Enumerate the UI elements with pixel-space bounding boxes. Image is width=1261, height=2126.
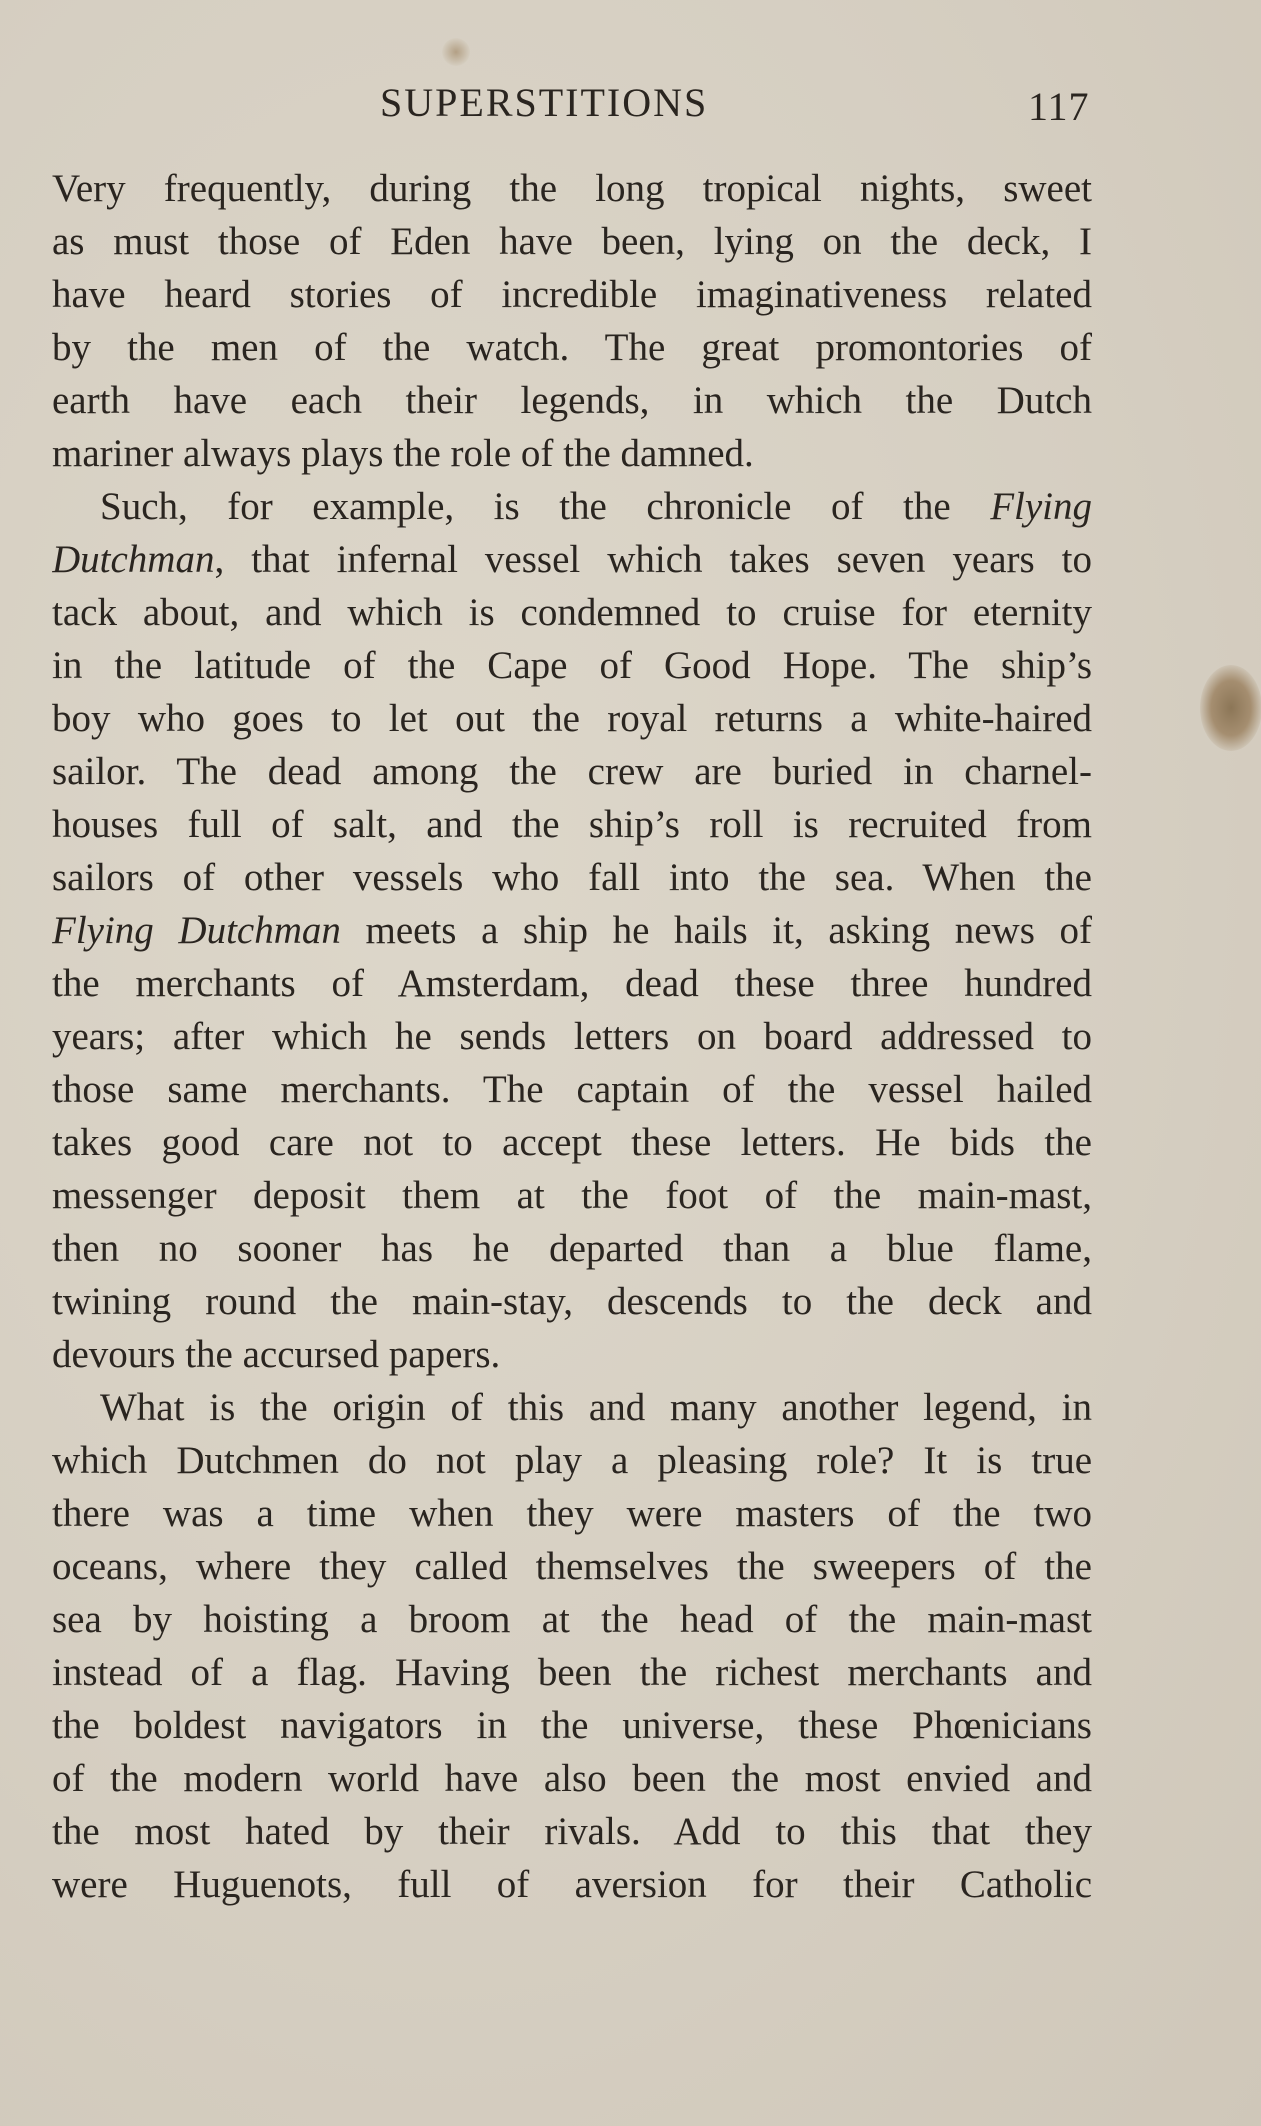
ship-name: Flying Dutchman <box>52 909 341 952</box>
text-line: those same merchants. The captain of the vessel hailed <box>52 1068 1092 1111</box>
text-line: mariner always plays the role of the damned. <box>52 432 754 475</box>
text-line: messenger deposit them at the foot of the main-mast, <box>52 1174 1092 1217</box>
ship-name: Flying <box>990 485 1092 528</box>
paper-stain <box>1200 665 1261 751</box>
text-line: in the latitude of the Cape of Good Hope. The ship’s <box>52 644 1092 687</box>
text-line: boy who goes to let out the royal returns a white-haired <box>52 697 1092 740</box>
paper-stain <box>442 38 470 66</box>
body-text <box>52 162 1092 1911</box>
text-line: there was a time when they were masters of the two <box>52 1492 1092 1535</box>
text-line: twining round the main-stay, descends to the deck and <box>52 1280 1092 1323</box>
chapter-title: SUPERSTITIONS <box>380 80 709 125</box>
text-line: Dutchman, that infernal vessel which takes seven years to <box>52 538 1092 581</box>
text-line: houses full of salt, and the ship’s roll is recruited from <box>52 803 1092 846</box>
text-line: Flying Dutchman meets a ship he hails it, asking news of <box>52 909 1092 952</box>
text-line: sailors of other vessels who fall into the sea. When the <box>52 856 1092 899</box>
text-line: were Huguenots, full of aversion for their Catholic <box>52 1863 1092 1906</box>
text-line: What is the origin of this and many another legend, in <box>100 1386 1092 1429</box>
text-line: of the modern world have also been the most envied and <box>52 1757 1092 1800</box>
text-line: instead of a flag. Having been the richest merchants and <box>52 1651 1092 1694</box>
text-line: Such, for example, is the chronicle of the Flying <box>100 485 1092 528</box>
text-line: sailor. The dead among the crew are buried in charnel- <box>52 750 1092 793</box>
text-line: by the men of the watch. The great promontories of <box>52 326 1092 369</box>
text-line: oceans, where they called themselves the sweepers of the <box>52 1545 1092 1588</box>
text-line: the most hated by their rivals. Add to this that they <box>52 1810 1092 1853</box>
text-line: the boldest navigators in the universe, these Phœnicians <box>52 1704 1092 1747</box>
text-line: the merchants of Amsterdam, dead these three hundred <box>52 962 1092 1005</box>
ship-name: Dutchman <box>52 538 215 581</box>
text-line: have heard stories of incredible imaginativeness related <box>52 273 1092 316</box>
text-line: then no sooner has he departed than a blue flame, <box>52 1227 1092 1270</box>
text-line: sea by hoisting a broom at the head of the main-mast <box>52 1598 1092 1641</box>
text-line: years; after which he sends letters on board addressed to <box>52 1015 1092 1058</box>
text-line: earth have each their legends, in which the Dutch <box>52 379 1092 422</box>
text-line: which Dutchmen do not play a pleasing role? It is true <box>52 1439 1092 1482</box>
page-number: 117 <box>1028 84 1090 129</box>
text-line: takes good care not to accept these letters. He bids the <box>52 1121 1092 1164</box>
text-line: Very frequently, during the long tropical nights, sweet <box>52 167 1092 210</box>
text-line: as must those of Eden have been, lying on the deck, I <box>52 220 1092 263</box>
text-line: devours the accursed papers. <box>52 1333 501 1376</box>
running-head <box>0 78 1261 128</box>
text-line: tack about, and which is condemned to cruise for eternity <box>52 591 1092 634</box>
